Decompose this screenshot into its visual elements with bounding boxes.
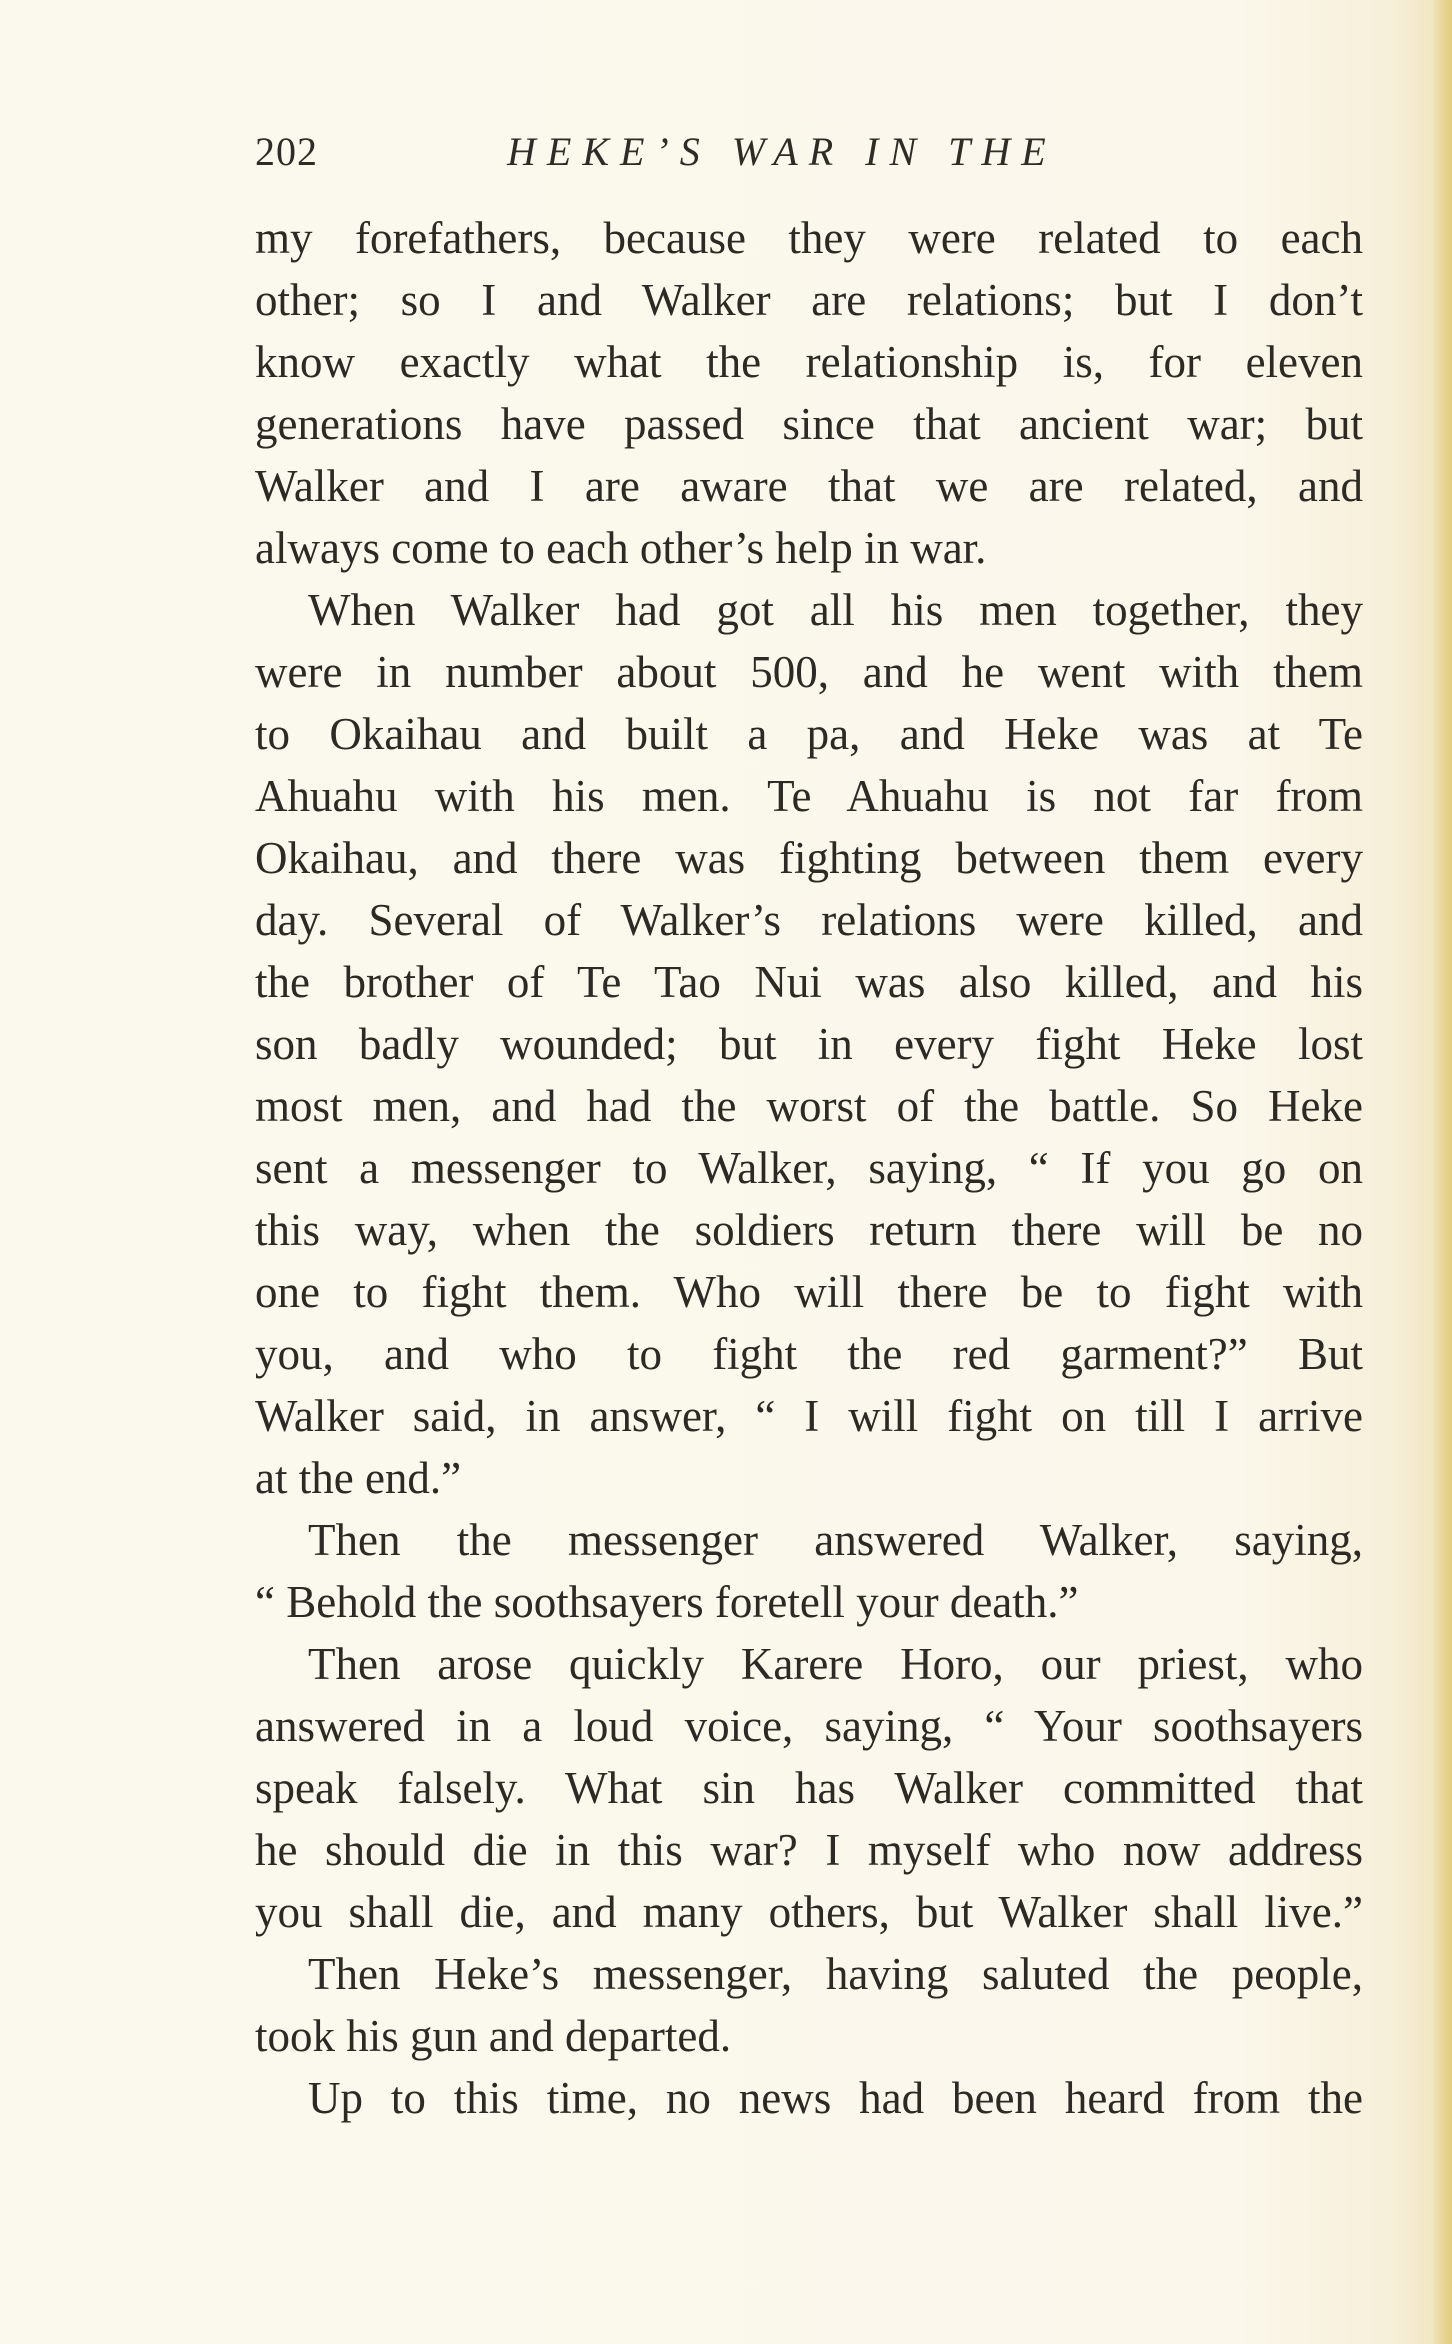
text-line: he should die in this war? I myself who now address xyxy=(255,1825,1363,1875)
text-line: Okaihau, and there was fighting between them every xyxy=(255,833,1363,883)
text-line: generations have passed since that ancient war; but xyxy=(255,399,1363,449)
text-line: you, and who to fight the red garment?” But xyxy=(255,1329,1363,1379)
running-head: HEKE’S WAR IN THE xyxy=(507,129,1057,174)
text-line: Then Heke’s messenger, having saluted the people, xyxy=(308,1949,1363,1999)
text-line: Walker said, in answer, “ I will fight on till I arrive xyxy=(255,1391,1363,1441)
text-line: son badly wounded; but in every fight Heke lost xyxy=(255,1019,1363,1069)
text-line: When Walker had got all his men together, they xyxy=(308,585,1363,635)
text-line: one to fight them. Who will there be to fight with xyxy=(255,1267,1363,1317)
text-line: speak falsely. What sin has Walker committed that xyxy=(255,1763,1363,1813)
text-line: other; so I and Walker are relations; but I don’t xyxy=(255,275,1363,325)
text-line: to Okaihau and built a pa, and Heke was at Te xyxy=(255,709,1363,759)
text-line: “ Behold the soothsayers foretell your death.” xyxy=(255,1577,1079,1627)
text-line: Ahuahu with his men. Te Ahuahu is not far from xyxy=(255,771,1363,821)
text-line: took his gun and departed. xyxy=(255,2011,732,2061)
text-line: Then arose quickly Karere Horo, our priest, who xyxy=(308,1639,1363,1689)
text-line: most men, and had the worst of the battle. So Heke xyxy=(255,1081,1363,1131)
text-line: know exactly what the relationship is, for eleven xyxy=(255,337,1363,387)
text-line: my forefathers, because they were related to each xyxy=(255,213,1363,263)
text-line: this way, when the soldiers return there will be no xyxy=(255,1205,1363,1255)
text-line: sent a messenger to Walker, saying, “ If you go on xyxy=(255,1143,1363,1193)
page-header xyxy=(255,128,1365,188)
text-line: the brother of Te Tao Nui was also killed, and his xyxy=(255,957,1363,1007)
body-text xyxy=(255,207,1363,2129)
text-line: answered in a loud voice, saying, “ Your soothsayers xyxy=(255,1701,1363,1751)
page-number: 202 xyxy=(255,129,318,174)
text-line: day. Several of Walker’s relations were killed, and xyxy=(255,895,1363,945)
text-line: you shall die, and many others, but Walker shall live.” xyxy=(255,1887,1363,1937)
text-line: were in number about 500, and he went with them xyxy=(255,647,1363,697)
text-line: Then the messenger answered Walker, saying, xyxy=(308,1515,1363,1565)
text-line: Walker and I are aware that we are related, and xyxy=(255,461,1363,511)
text-line: always come to each other’s help in war. xyxy=(255,523,987,573)
text-line: Up to this time, no news had been heard from the xyxy=(308,2073,1363,2123)
page-edge-discoloration xyxy=(1434,0,1452,2344)
text-line: at the end.” xyxy=(255,1453,462,1503)
